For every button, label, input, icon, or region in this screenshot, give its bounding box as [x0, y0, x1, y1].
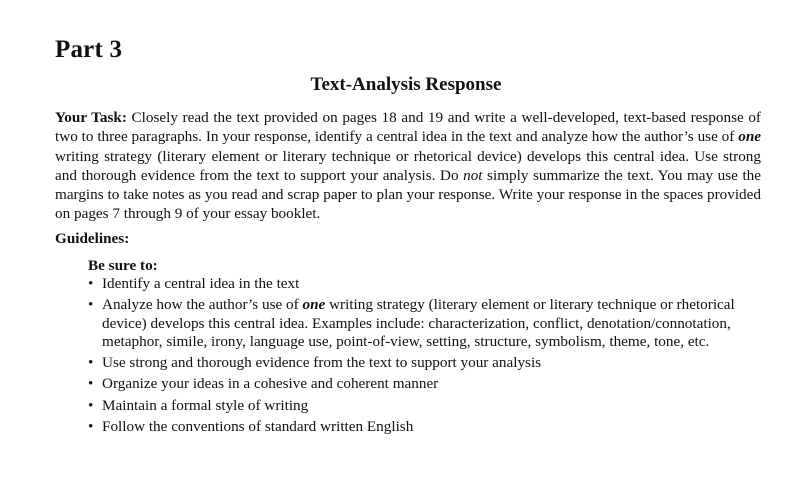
task-text-2: writing strategy (literary element or literary technique or rhetorical device) develops this central idea. Use strong and thorough evidence from the text to support your analysis. Do [55, 147, 761, 184]
list-item-text: Use strong and thorough evidence from the text to support your analysis [102, 354, 542, 372]
list-item-text-before: Analyze how the author’s use of [102, 296, 303, 314]
section-title: Text-Analysis Response [310, 74, 502, 95]
task-text-1: Closely read the text provided on pages 18 and 19 and write a well-developed, text-based response of two to three paragraphs. In your response, identify a central idea in the text and analyze how the author’s use of [55, 109, 761, 146]
list-item [88, 275, 768, 294]
list-item-text: Maintain a formal style of writing [102, 396, 309, 414]
list-item [88, 375, 768, 394]
list-item-text: Organize your ideas in a cohesive and coherent manner [102, 375, 439, 393]
bullet-icon: • [88, 296, 94, 314]
guidelines-list [88, 275, 768, 439]
bullet-icon: • [88, 354, 94, 372]
list-item-emphasis: one [302, 296, 326, 314]
bullet-icon: • [88, 417, 94, 435]
bullet-icon: • [88, 275, 94, 292]
task-emphasis-not: not [463, 166, 483, 184]
list-item [88, 418, 768, 437]
list-item-text: Identify a central idea in the text [102, 275, 300, 292]
task-paragraph [55, 108, 761, 224]
part-title: Part 3 [55, 36, 123, 63]
task-text-3: simply summarize the text. You may use the margins to take notes as you read and scrap paper to plan your response. Write your response in the spaces provided on pages 7 through 9 of your essay booklet. [55, 166, 762, 223]
be-sure-heading: Be sure to: [88, 257, 158, 274]
list-item-text-after: writing strategy (literary element or literary technique or rhetorical device) develops this central idea. Examples include: characterization, conflict, denotation/connotation, metaphor, simile, irony, language use, point-of-view, setting, structure, symbolism, theme, tone, etc. [102, 296, 735, 351]
list-item [88, 397, 768, 416]
list-item [88, 354, 768, 373]
task-label: Your Task: [55, 109, 127, 126]
task-emphasis-one: one [738, 128, 761, 146]
guidelines-heading: Guidelines: [55, 230, 130, 247]
bullet-icon: • [88, 396, 94, 414]
list-item [88, 296, 768, 352]
list-item-text: Follow the conventions of standard written English [102, 417, 414, 435]
bullet-icon: • [88, 375, 94, 393]
